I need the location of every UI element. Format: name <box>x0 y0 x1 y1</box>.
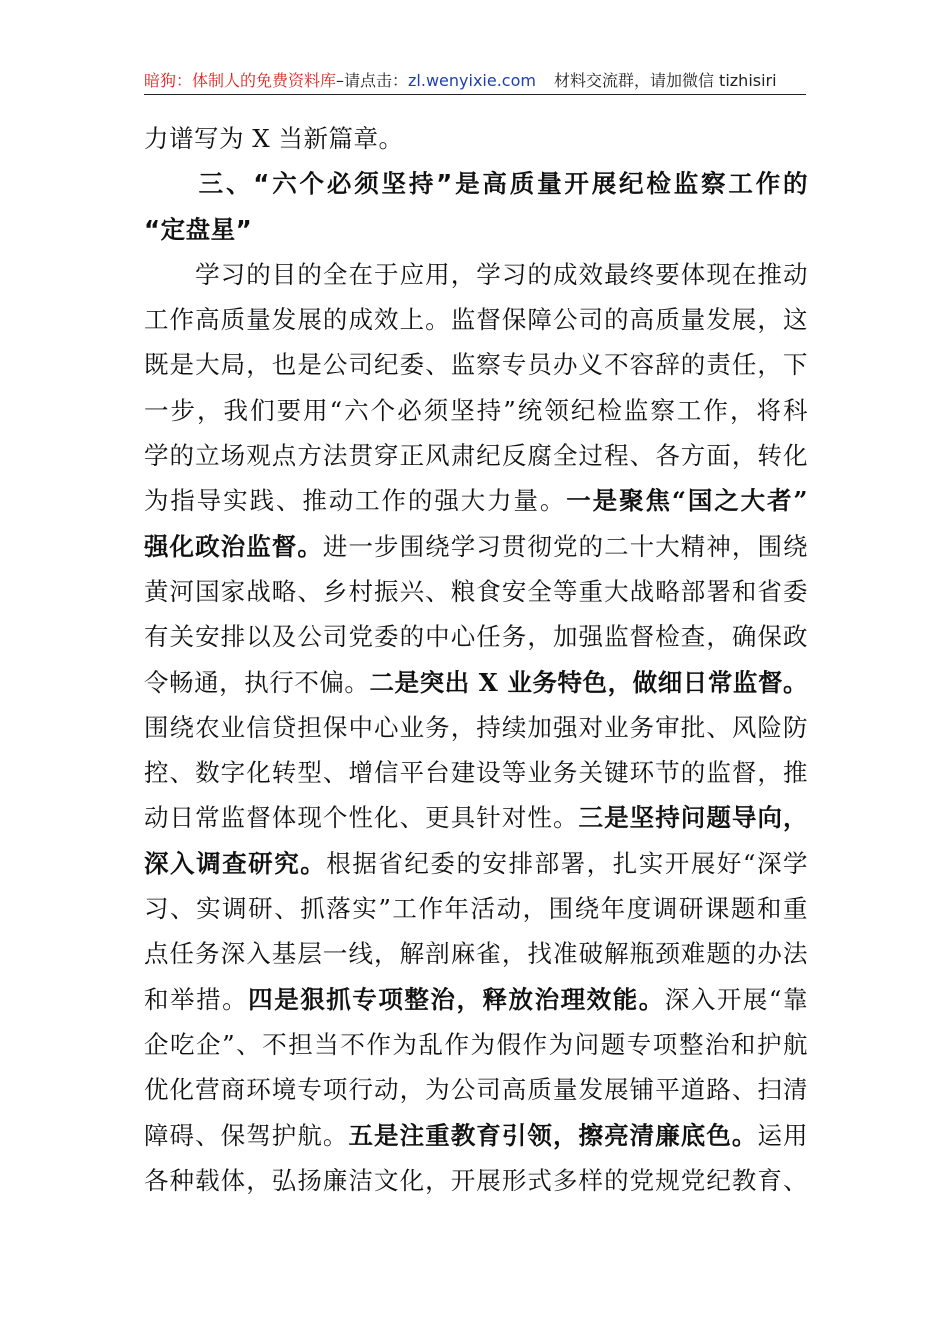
text-run: 黄河国家战略、乡村振兴、粮食安全等重大战略部署和省委 <box>144 576 808 606</box>
text-run: 运用 <box>757 1120 808 1150</box>
text-run: 进一步围绕学习贯彻党的二十大精神，围绕 <box>322 531 808 561</box>
paragraph-line <box>144 931 808 976</box>
text-run: 控、数字化转型、增信平台建设等业务关键环节的监督，推 <box>144 758 808 788</box>
section-heading-line <box>144 161 808 206</box>
header-click-prompt: –请点击： <box>336 71 409 90</box>
header-group-note: 材料交流群，请加微信 tizhisiri <box>553 71 777 90</box>
bold-phrase: 三是坚持问题导向， <box>578 803 808 833</box>
paragraph-line <box>144 795 808 840</box>
text-run: 令畅通，执行不偏。 <box>144 667 370 697</box>
text-run: 为指导实践、推动工作的强大力量。 <box>144 486 567 516</box>
paragraph-line <box>144 1113 808 1158</box>
text-run: 围绕农业信贷担保中心业务，持续加强对业务审批、风险防 <box>144 712 808 742</box>
text-run: 工作高质量发展的成效上。监督保障公司的高质量发展，这 <box>144 305 808 335</box>
text-run: 学习的目的全在于应用，学习的成效最终要体现在推动 <box>144 259 808 289</box>
text-run: 学的立场观点方法贯穿正风肃纪反腐全过程、各方面，转化 <box>144 441 808 471</box>
page-header <box>144 70 806 95</box>
text-run: 动日常监督体现个性化、更具针对性。 <box>144 803 579 833</box>
header-brand: 暗狗：体制人的免费资料库 <box>144 71 337 90</box>
text-run: 各种载体，弘扬廉洁文化，开展形式多样的党规党纪教育、 <box>144 1165 808 1195</box>
header-url-link[interactable]: zl.wenyixie.com <box>408 71 536 90</box>
text-run: 深入开展“靠 <box>664 984 808 1014</box>
paragraph-line <box>144 886 808 931</box>
bold-phrase: 四是狠抓专项整治，释放治理效能。 <box>248 984 665 1014</box>
text-run: 企吃企”、不担当不作为乱作为假作为问题专项整治和护航 <box>144 1029 808 1059</box>
bold-phrase: 五是注重教育引领，擦亮清廉底色。 <box>348 1120 758 1150</box>
paragraph-line <box>144 478 808 523</box>
paragraph-line <box>144 297 808 342</box>
text-run: 和举措。 <box>144 984 249 1014</box>
paragraph-line <box>144 1067 808 1112</box>
text-run: 点任务深入基层一线，解剖麻雀，找准破解瓶颈难题的办法 <box>144 939 808 969</box>
paragraph-line <box>144 1158 808 1203</box>
bold-phrase: 二是突出 X 业务特色，做细日常监督。 <box>369 667 808 697</box>
paragraph-line <box>144 977 808 1022</box>
text-run: “定盘星” <box>144 214 253 244</box>
text-run: 优化营商环境专项行动，为公司高质量发展铺平道路、扫清 <box>144 1075 808 1105</box>
paragraph-line <box>144 705 808 750</box>
paragraph-line <box>144 116 808 161</box>
section-heading-line <box>144 207 808 252</box>
text-run: 一步，我们要用“六个必须坚持”统领纪检监察工作，将科 <box>144 395 808 425</box>
paragraph-line <box>144 569 808 614</box>
paragraph-line <box>144 660 808 705</box>
text-run: 既是大局，也是公司纪委、监察专员办义不容辞的责任，下 <box>144 350 808 380</box>
document-body <box>144 116 808 1203</box>
paragraph-line <box>144 1022 808 1067</box>
text-run: 力谱写为 X 当新篇章。 <box>144 124 404 153</box>
paragraph-line <box>144 388 808 433</box>
text-run: 障碍、保驾护航。 <box>144 1120 349 1150</box>
paragraph-line <box>144 342 808 387</box>
paragraph-line <box>144 614 808 659</box>
text-run: 有关安排以及公司党委的中心任务，加强监督检查，确保政 <box>144 622 808 652</box>
paragraph-line <box>144 750 808 795</box>
paragraph-line <box>144 524 808 569</box>
paragraph-line <box>144 841 808 886</box>
bold-phrase: 深入调查研究。 <box>144 848 327 878</box>
paragraph-line <box>144 433 808 478</box>
bold-phrase: 强化政治监督。 <box>144 531 323 561</box>
text-run: 三、“六个必须坚持”是高质量开展纪检监察工作的 <box>144 169 808 199</box>
bold-phrase: 一是聚焦“国之大者” <box>566 486 808 516</box>
text-run: 习、实调研、抓落实”工作年活动，围绕年度调研课题和重 <box>144 894 808 924</box>
paragraph-line <box>144 252 808 297</box>
text-run: 根据省纪委的安排部署，扎实开展好“深学 <box>326 848 808 878</box>
